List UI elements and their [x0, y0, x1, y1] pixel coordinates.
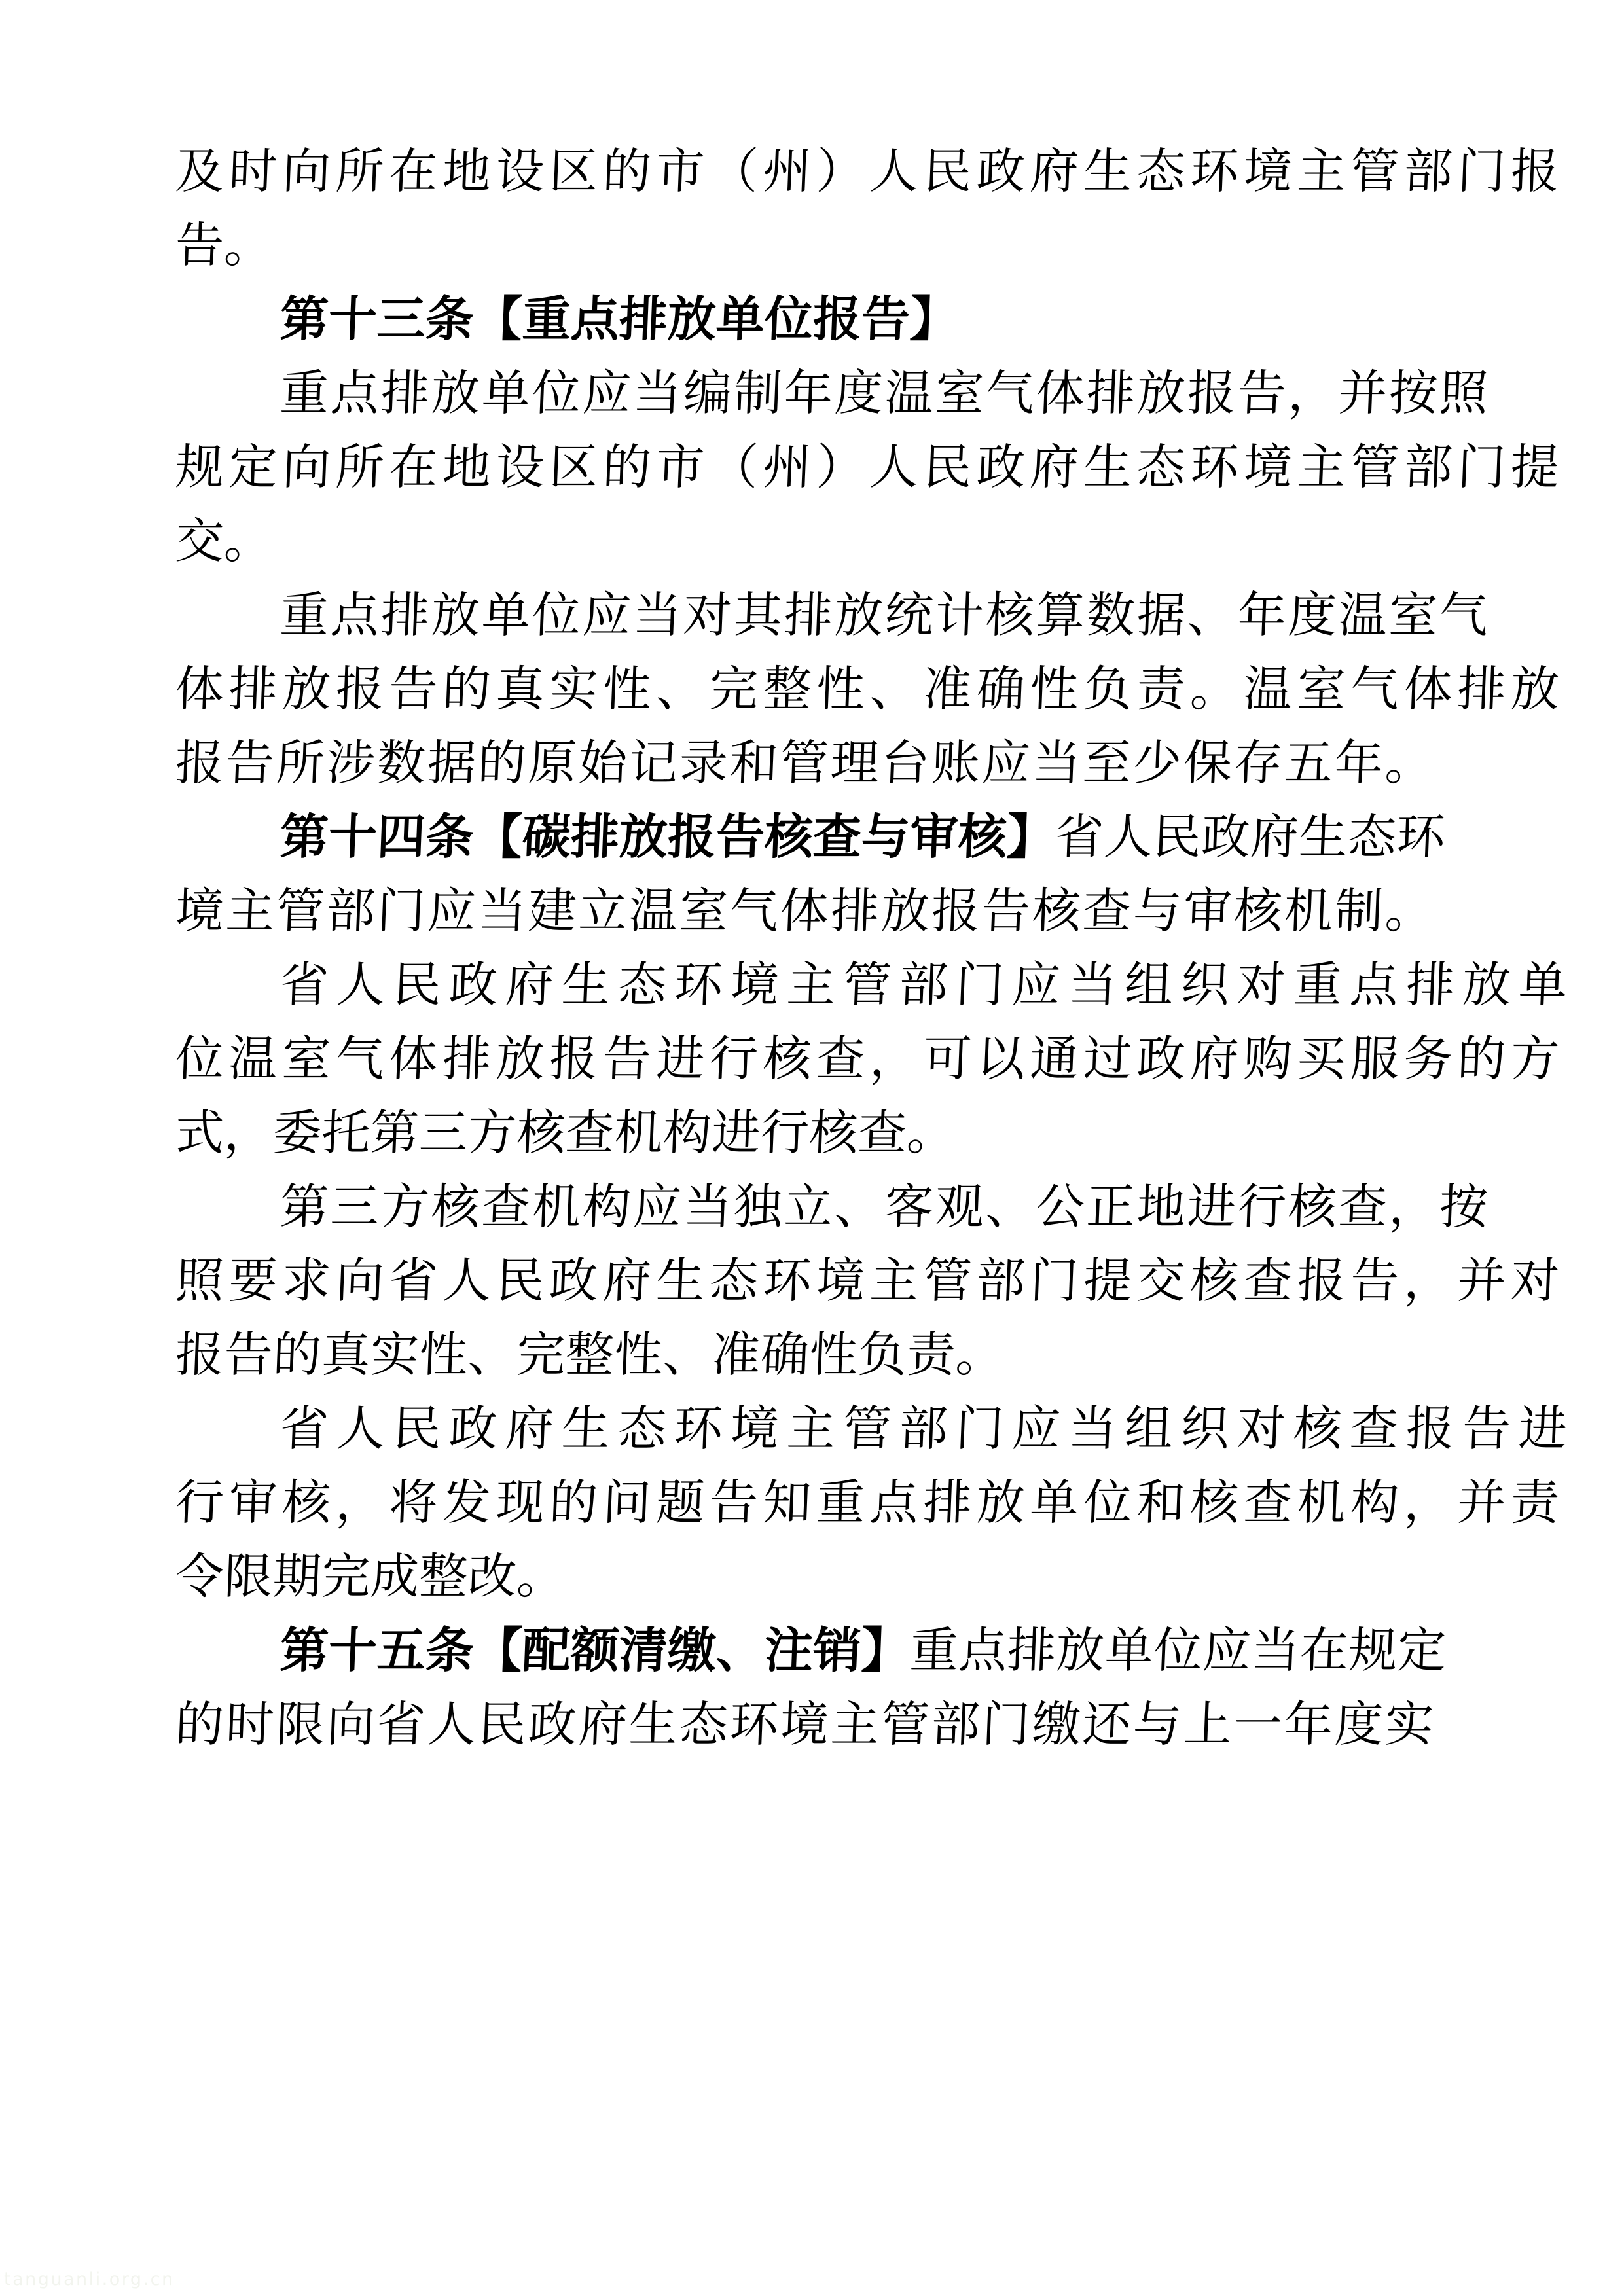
site-watermark: tanguanli.org.cn: [4, 2269, 175, 2289]
article-heading-14-tail: 省人民政府生态环: [1054, 809, 1447, 865]
article-heading-14-text: 第十四条【碳排放报告核查与审核】: [279, 809, 1056, 865]
article-heading-13-text: 第十三条【重点排放单位报告】: [279, 291, 960, 348]
text-line: 重点排放单位应当对其排放统计核算数据、年度温室气: [279, 587, 1491, 643]
text-line: 行审核，将发现的问题告知重点排放单位和核查机构，并责: [174, 1475, 1566, 1531]
text-line: 的时限向省人民政府生态环境主管部门缴还与上一年度实: [174, 1696, 1437, 1753]
article-heading-13: [174, 283, 1309, 357]
text-line: 式，委托第三方核查机构进行核查。: [174, 1105, 957, 1161]
text-line: 省人民政府生态环境主管部门应当组织对核查报告进: [279, 1401, 1576, 1457]
text-line: 及时向所在地设区的市（州）人民政府生态环境主管部门报: [174, 143, 1566, 200]
text-line: 交。: [174, 513, 274, 569]
text-line: 告。: [174, 217, 274, 274]
document-body: [174, 135, 1576, 1762]
text-line: 第三方核查机构应当独立、客观、公正地进行核查，按: [279, 1179, 1491, 1235]
text-line: 报告所涉数据的原始记录和管理台账应当至少保存五年。: [174, 735, 1437, 791]
text-line: 规定向所在地设区的市（州）人民政府生态环境主管部门提: [174, 439, 1566, 495]
article-heading-15-tail: 重点排放单位应当在规定: [909, 1623, 1448, 1679]
text-line: 重点排放单位应当编制年度温室气体排放报告，并按照: [279, 365, 1491, 422]
text-line: 令限期完成整改。: [174, 1549, 567, 1605]
article-heading-15-text: 第十五条【配额清缴、注销】: [279, 1623, 911, 1679]
text-line: 位温室气体排放报告进行核查，可以通过政府购买服务的方: [174, 1031, 1566, 1087]
text-line: 照要求向省人民政府生态环境主管部门提交核查报告，并对: [174, 1253, 1566, 1309]
article-heading-14: [174, 800, 1447, 874]
article-heading-15: [174, 1614, 1448, 1688]
text-line: 省人民政府生态环境主管部门应当组织对重点排放单: [279, 957, 1576, 1013]
text-line: 报告的真实性、完整性、准确性负责。: [174, 1327, 1006, 1383]
text-line: 境主管部门应当建立温室气体排放报告核查与审核机制。: [174, 883, 1437, 939]
text-line: 体排放报告的真实性、完整性、准确性负责。温室气体排放: [174, 661, 1566, 717]
